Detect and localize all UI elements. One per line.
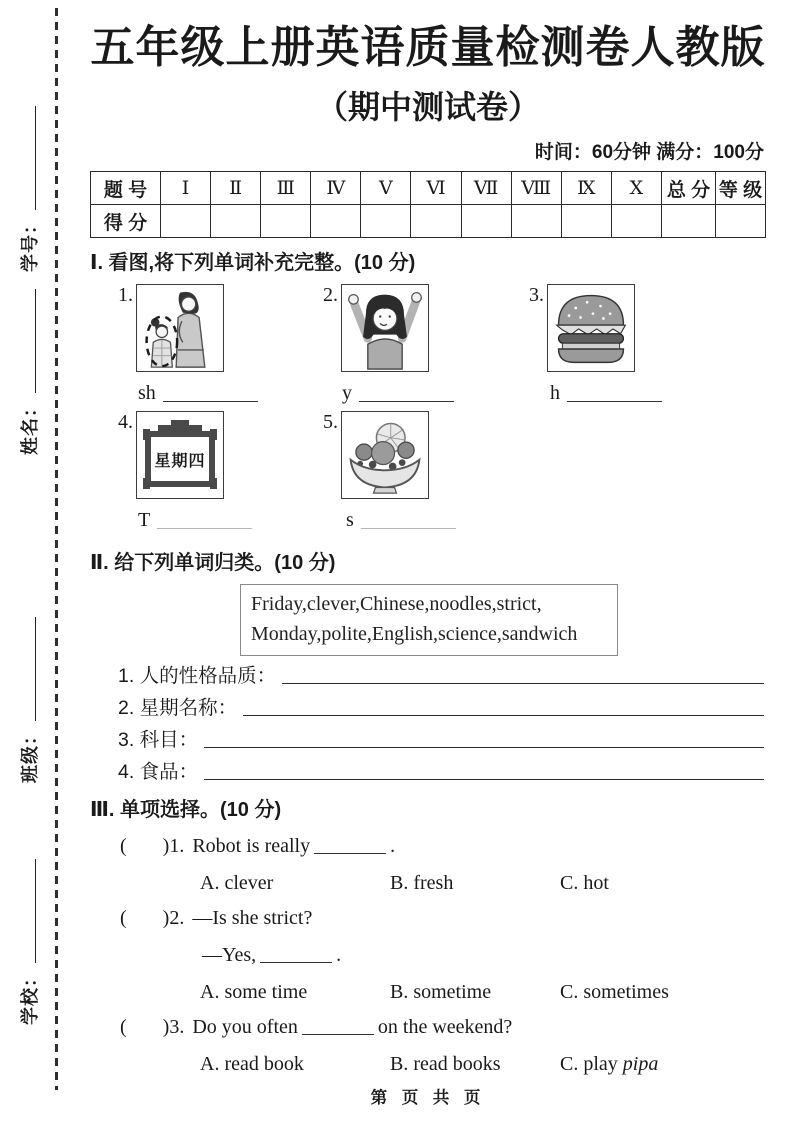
question-3-option-c	[560, 1053, 658, 1076]
question-3-option-c-text: C. play	[560, 1053, 623, 1075]
question-3-line	[120, 1013, 766, 1041]
picture-item-1	[118, 284, 224, 372]
category-blank-personality	[282, 682, 764, 684]
page-subtitle: （期中测试卷）	[315, 89, 540, 125]
item-2-number: 2.	[323, 284, 338, 306]
category-line-weekdays	[118, 696, 766, 720]
fruit-salad-image	[341, 411, 429, 499]
col-roman-9: Ⅸ	[561, 172, 611, 205]
blackboard-frame	[145, 431, 215, 487]
question-3-option-a: A. read book	[200, 1053, 304, 1075]
question-2-line	[120, 904, 766, 932]
student-id-field	[16, 62, 42, 272]
board-corner	[210, 478, 217, 489]
question-1-paren-open: (	[120, 835, 127, 857]
student-id-write-line	[22, 106, 36, 210]
score-cell	[211, 205, 261, 238]
category-label-subjects: 3. 科目：	[118, 729, 199, 751]
student-name-field	[16, 245, 42, 455]
student-name-write-line	[22, 289, 36, 393]
section1-picture-row-1	[90, 284, 766, 372]
section1-picture-row-2	[90, 411, 766, 499]
student-id-label: 学号：	[20, 215, 40, 272]
question-1-line	[120, 832, 766, 860]
young-girl-illustration	[343, 286, 427, 370]
question-2-text: —Is she strict?	[192, 907, 313, 929]
school-label: 学校：	[20, 968, 40, 1025]
answer-3-prefix: h	[550, 382, 560, 404]
school-write-line	[22, 859, 36, 963]
score-table-header-row	[91, 172, 766, 205]
question-1-options	[90, 865, 766, 895]
class-write-line	[22, 617, 36, 721]
answer-2-blank	[359, 384, 454, 402]
score-cell	[716, 205, 766, 238]
question-1-option-b: B. fresh	[390, 872, 454, 894]
item-1-number: 1.	[118, 284, 133, 306]
question-1-option-c: C. hot	[560, 872, 609, 894]
section1-heading: Ⅰ. 看图,将下列单词补充完整。(10 分)	[90, 252, 416, 274]
question-2-blank	[260, 945, 332, 963]
question-1-blank	[314, 836, 386, 854]
question-2-answer-text-end: .	[336, 944, 342, 966]
question-2-option-c: C. sometimes	[560, 981, 669, 1003]
question-3-text: Do you often	[192, 1016, 298, 1038]
col-roman-1: Ⅰ	[161, 172, 211, 205]
category-line-subjects	[118, 728, 766, 752]
answer-5-prefix: s	[346, 509, 354, 531]
col-roman-6: Ⅵ	[411, 172, 461, 205]
class-label: 班级：	[20, 726, 40, 783]
question-3-blank	[302, 1017, 374, 1035]
section2-heading: Ⅱ. 给下列单词归类。(10 分)	[90, 552, 336, 574]
question-1-text: Robot is really	[192, 835, 311, 857]
answer-4	[138, 509, 252, 532]
question-3-paren-open: (	[120, 1016, 127, 1038]
picture-item-2	[323, 284, 429, 372]
answer-3	[550, 382, 662, 405]
answer-3-blank	[567, 384, 662, 402]
item-5-number: 5.	[323, 411, 338, 433]
score-label: 得 分	[91, 205, 161, 238]
col-roman-3: Ⅲ	[261, 172, 311, 205]
answer-1	[138, 382, 258, 405]
short-girl-with-mother-image	[136, 284, 224, 372]
page-footer: 第 页 共 页	[370, 1089, 486, 1107]
question-1-paren-close: )	[162, 835, 170, 857]
question-2-paren-close: )	[162, 907, 170, 929]
word-bank-box	[240, 584, 618, 656]
picture-item-5	[323, 411, 429, 499]
col-total-score: 总 分	[662, 172, 716, 205]
section1-answer-row-2	[90, 502, 766, 536]
col-roman-8: Ⅷ	[511, 172, 561, 205]
category-blank-food	[204, 778, 764, 780]
question-2-option-a: A. some time	[200, 981, 308, 1003]
item-4-number: 4.	[118, 411, 133, 433]
col-roman-5: Ⅴ	[361, 172, 411, 205]
score-cell	[161, 205, 211, 238]
question-3-options	[90, 1046, 766, 1076]
word-bank-line-2: Monday,polite,English,science,sandwich	[251, 623, 578, 645]
col-roman-7: Ⅶ	[461, 172, 511, 205]
fruit-salad-illustration	[343, 413, 427, 497]
picture-item-4	[118, 411, 224, 499]
category-blank-subjects	[204, 746, 764, 748]
young-girl-arms-raised-image	[341, 284, 429, 372]
answer-4-blank	[157, 511, 252, 529]
question-2-answer-text: —Yes,	[202, 944, 257, 966]
score-cell	[361, 205, 411, 238]
answer-4-prefix: T	[138, 509, 151, 531]
col-roman-10: Ⅹ	[611, 172, 661, 205]
answer-2-prefix: y	[342, 382, 352, 404]
class-field	[16, 573, 42, 783]
score-cell	[511, 205, 561, 238]
school-field	[16, 815, 42, 1025]
picture-item-3	[529, 284, 635, 372]
answer-1-blank	[163, 384, 258, 402]
answer-5	[346, 509, 456, 532]
answer-5-blank	[361, 511, 456, 529]
question-number-label: 题 号	[91, 172, 161, 205]
board-corner	[210, 429, 217, 440]
category-line-personality	[118, 664, 766, 688]
score-cell	[311, 205, 361, 238]
score-cell	[461, 205, 511, 238]
hamburger-image	[547, 284, 635, 372]
mother-daughter-illustration	[138, 286, 222, 370]
score-cell	[561, 205, 611, 238]
score-cell	[611, 205, 661, 238]
answer-2	[342, 382, 454, 405]
question-1-option-a: A. clever	[200, 872, 274, 894]
question-2-options	[90, 974, 766, 1004]
question-3-paren-close: )	[162, 1016, 170, 1038]
hamburger-illustration	[549, 286, 633, 370]
col-roman-4: Ⅳ	[311, 172, 361, 205]
category-label-personality: 1. 人的性格品质：	[118, 665, 277, 687]
student-name-label: 姓名：	[20, 398, 40, 455]
category-blank-weekdays	[243, 714, 764, 716]
score-table	[90, 171, 766, 238]
col-grade: 等 级	[716, 172, 766, 205]
question-3-option-b: B. read books	[390, 1053, 501, 1075]
col-roman-2: Ⅱ	[211, 172, 261, 205]
question-1-text-end: .	[390, 835, 396, 857]
question-1-number: 1.	[169, 835, 185, 857]
answer-1-prefix: sh	[138, 382, 156, 404]
time-and-score-info: 时间：60分钟 满分：100分	[534, 142, 764, 163]
question-3-option-c-italic-word: pipa	[622, 1053, 659, 1075]
word-bank-line-1: Friday,clever,Chinese,noodles,strict,	[251, 593, 542, 615]
category-label-food: 4. 食品：	[118, 761, 199, 783]
score-cell	[411, 205, 461, 238]
question-2-continuation	[202, 941, 766, 969]
page-title: 五年级上册英语质量检测卷人教版	[90, 23, 766, 72]
margin-dashed-divider	[55, 8, 58, 1090]
question-2-number: 2.	[169, 907, 185, 929]
category-label-weekdays: 2. 星期名称：	[118, 697, 238, 719]
section3-heading: Ⅲ. 单项选择。(10 分)	[90, 799, 282, 821]
question-2-paren-open: (	[120, 907, 127, 929]
board-corner	[143, 429, 150, 440]
blackboard-thursday-image	[136, 411, 224, 499]
board-corner	[143, 478, 150, 489]
section1-answer-row-1	[90, 375, 766, 409]
question-3-text-end: on the weekend?	[377, 1016, 513, 1038]
exam-paper	[90, 20, 766, 1076]
board-text-thursday: 星期四	[154, 452, 206, 470]
question-2-option-b: B. sometime	[390, 981, 492, 1003]
category-line-food	[118, 760, 766, 784]
question-3-number: 3.	[169, 1016, 185, 1038]
score-cell	[662, 205, 716, 238]
score-table-score-row	[91, 205, 766, 238]
item-3-number: 3.	[529, 284, 544, 306]
score-cell	[261, 205, 311, 238]
